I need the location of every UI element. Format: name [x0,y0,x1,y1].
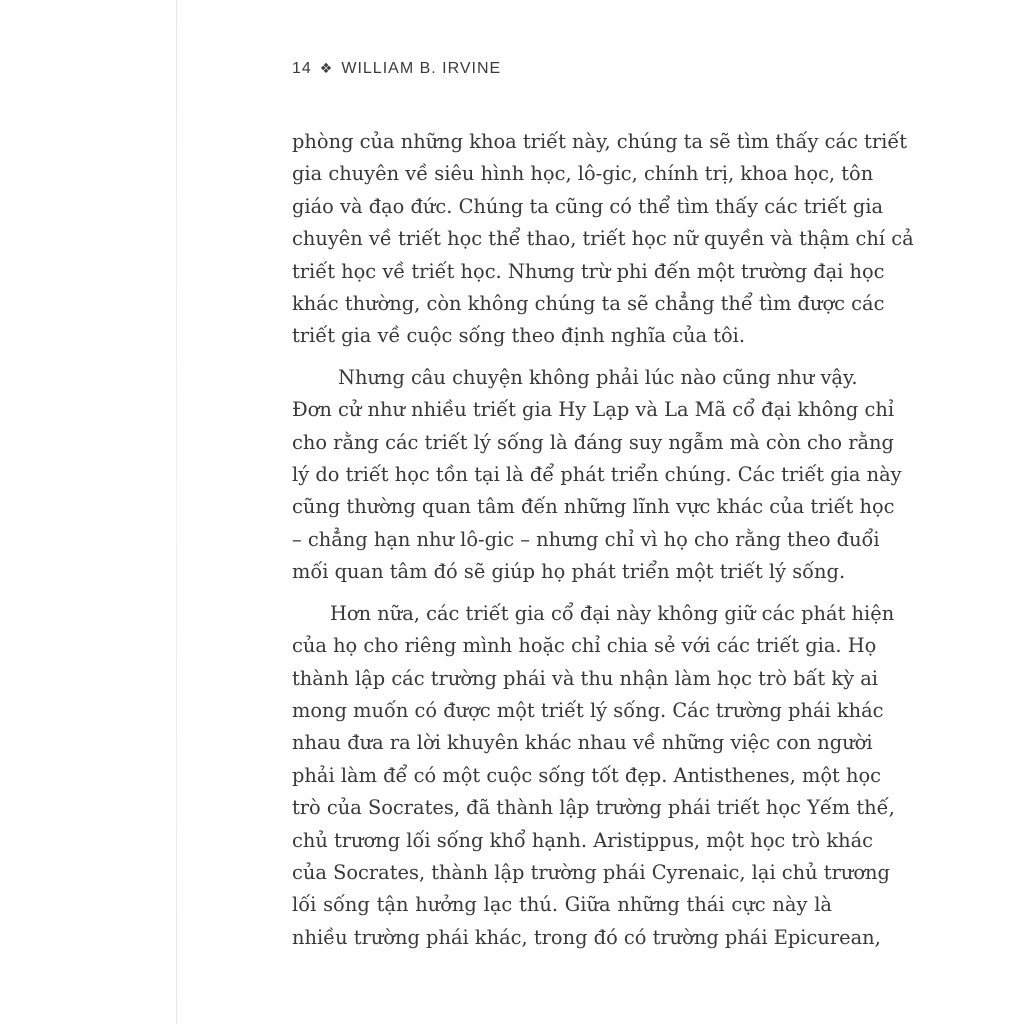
body-text [292,126,914,954]
text-line: khác thường, còn không chúng ta sẽ chẳng thể tìm được các [292,292,885,316]
text-line: – chẳng hạn như lô-gic – nhưng chỉ vì họ cho rằng theo đuổi [292,527,880,551]
text-line: Đơn cử như nhiều triết gia Hy Lạp và La Mã cổ đại không chỉ [292,398,895,422]
text-line: Nhưng câu chuyện không phải lúc nào cũng như vậy. [338,365,858,389]
text-line: chuyên về triết học thể thao, triết học nữ quyền và thậm chí cả [292,227,914,251]
text-line: cũng thường quan tâm đến những lĩnh vực khác của triết học [292,495,895,519]
text-line: của họ cho riêng mình hoặc chỉ chia sẻ với các triết gia. Họ [292,634,877,658]
text-line: lý do triết học tồn tại là để phát triển chúng. Các triết gia này [292,463,902,487]
text-line: lối sống tận hưởng lạc thú. Giữa những thái cực này là [292,893,832,917]
page-number: 14 [292,60,312,77]
text-line: của Socrates, thành lập trường phái Cyrenaic, lại chủ trương [292,860,890,884]
text-line: mong muốn có được một triết lý sống. Các trường phái khác [292,698,884,722]
author-name: WILLIAM B. IRVINE [341,60,502,77]
text-line: Hơn nữa, các triết gia cổ đại này không giữ các phát hiện [330,601,895,625]
text-line: triết học về triết học. Nhưng trừ phi đến một trường đại học [292,259,885,283]
text-line: phải làm để có một cuộc sống tốt đẹp. Antisthenes, một học [292,763,882,787]
text-line: trò của Socrates, đã thành lập trường phái triết học Yếm thế, [292,796,895,820]
text-line: mối quan tâm đó sẽ giúp họ phát triển một triết lý sống. [292,560,846,584]
page-fold-line [176,0,177,1024]
text-line: giáo và đạo đức. Chúng ta cũng có thể tìm thấy các triết gia [292,194,884,218]
paragraph-1 [292,126,914,353]
text-line: phòng của những khoa triết này, chúng ta sẽ tìm thấy các triết [292,130,908,153]
text-line: chủ trương lối sống khổ hạnh. Aristippus, một học trò khác [292,828,873,852]
text-line: nhau đưa ra lời khuyên khác nhau về những việc con người [292,731,873,755]
paragraph-2 [292,362,902,589]
paragraph-3 [292,598,895,954]
text-line: gia chuyên về siêu hình học, lô-gic, chính trị, khoa học, tôn [292,162,874,186]
running-head [292,60,501,78]
text-line: thành lập các trường phái và thu nhận làm học trò bất kỳ ai [292,666,878,690]
ornament-icon: ❖ [319,60,334,76]
text-line: cho rằng các triết lý sống là đáng suy ngẫm mà còn cho rằng [292,430,894,454]
text-line: nhiều trường phái khác, trong đó có trường phái Epicurean, [292,925,881,949]
text-line: triết gia về cuộc sống theo định nghĩa của tôi. [292,324,746,348]
